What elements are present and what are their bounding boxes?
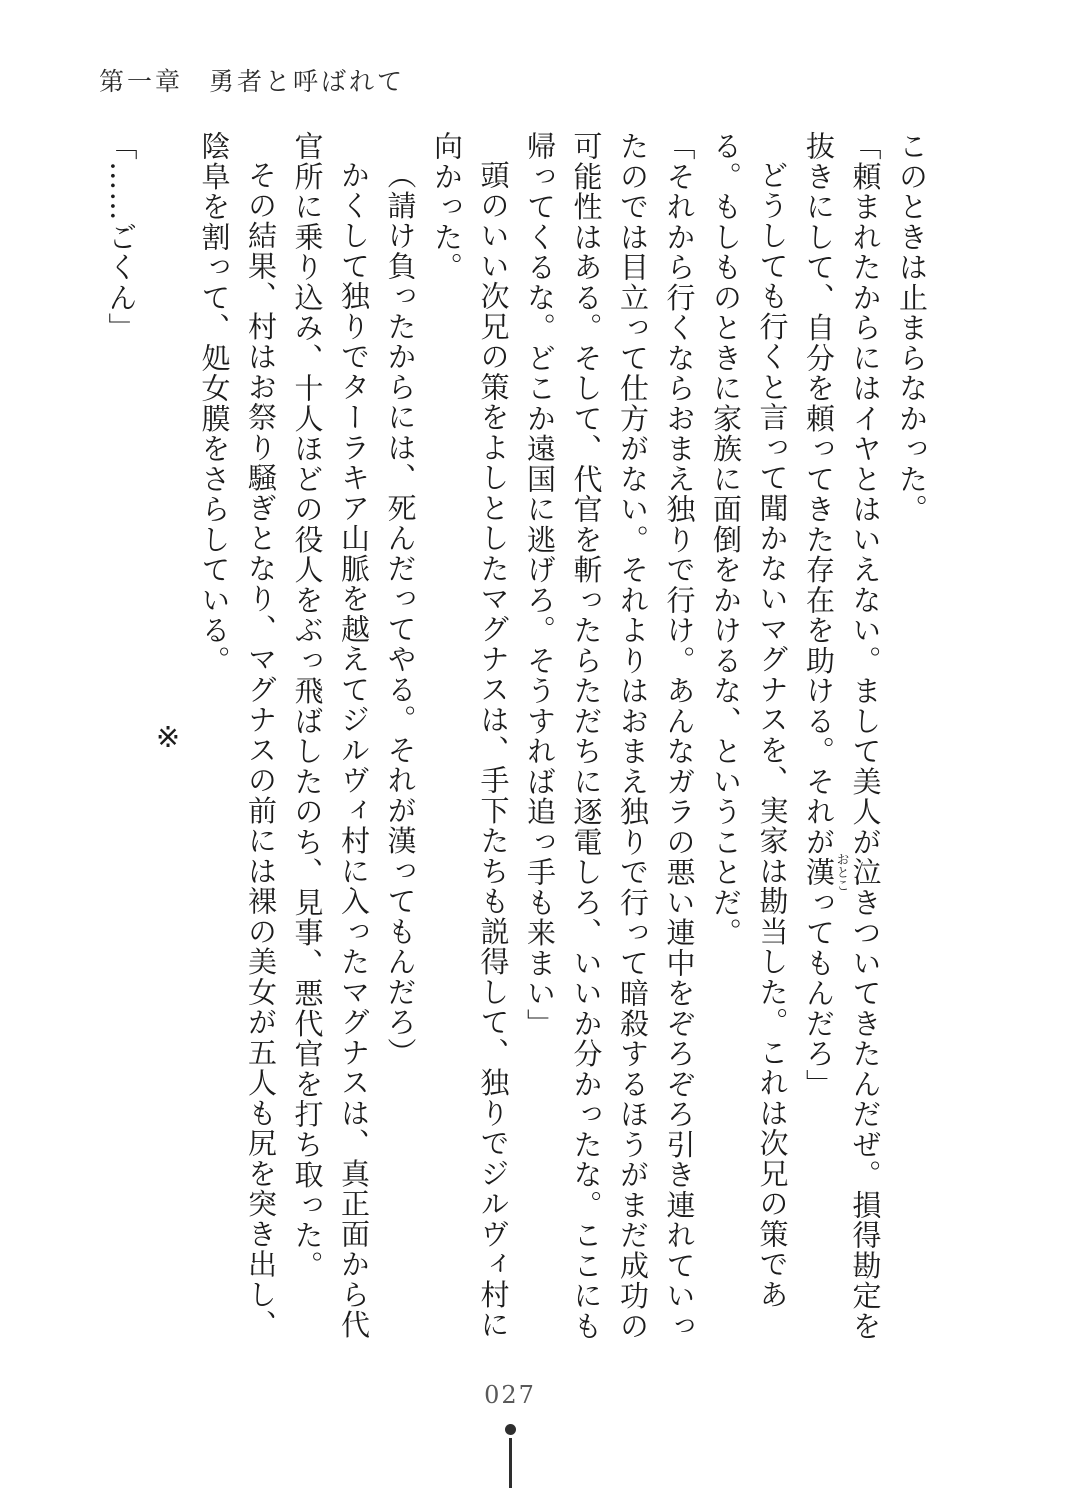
section-divider: ※ [151, 719, 185, 756]
paragraph: 「それから行くならおまえ独りで行け。あんなガラの悪い連中をぞろぞろ引き連れていったのでは目立って仕方がない。それよりはおまえ独りで行って暗殺するほうがまだ成功の可能性はある。そして、代官を斬ったらただちに逐電しろ、いいか分かったな。ここにも帰ってくるな。どこか遠国に逃げろ。そうすれば追っ手も来まい」 [523, 131, 697, 1341]
page-number: 027 [484, 1381, 536, 1409]
footer-rule [509, 1438, 512, 1488]
chapter-number: 第一章 [99, 67, 184, 96]
paragraph: その結果、村はお祭り騒ぎとなり、マグナスの前には裸の美女が五人も尻を突き出し、陰阜を割って、処女膜をさらしている。 [197, 131, 278, 1340]
chapter-title: 勇者と呼ばれて [209, 67, 406, 96]
page-text [98, 131, 935, 1344]
ruby-annotation: 漢おとこ [802, 852, 849, 892]
footer-dot-icon [505, 1424, 516, 1435]
paragraph: かくして独りでターラキア山脈を越えてジルヴィ村に入ったマグナスは、真正面から代官所に乗り込み、十人ほどの役人をぶっ飛ばしたのち、見事、悪代官を打ち取った。 [290, 131, 371, 1340]
paragraph: 頭のいい次兄の策をよしとしたマグナスは、手下たちも説得して、独りでジルヴィ村に向かった。 [430, 131, 511, 1340]
paragraph: （請け負ったからには、死んだってやる。それが漢ってもんだろ） [383, 160, 418, 1068]
chapter-header [99, 62, 405, 98]
paragraph: 「……ごくん」 [104, 131, 139, 343]
paragraph: どうしても行くと言って聞かないマグナスを、実家は勘当した。これは次兄の策である。もしものときに家族に面倒をかけるな、ということだ。 [709, 131, 790, 1310]
paragraph: このときは止まらなかった。 [895, 131, 929, 525]
paragraph: 「頼まれたからにはイヤとはいえない。まして美人が泣きついてきたんだぜ。損得勘定を抜きにして、自分を頼ってきた存在を助ける。それが漢おとこってもんだろ」 [802, 131, 883, 1341]
